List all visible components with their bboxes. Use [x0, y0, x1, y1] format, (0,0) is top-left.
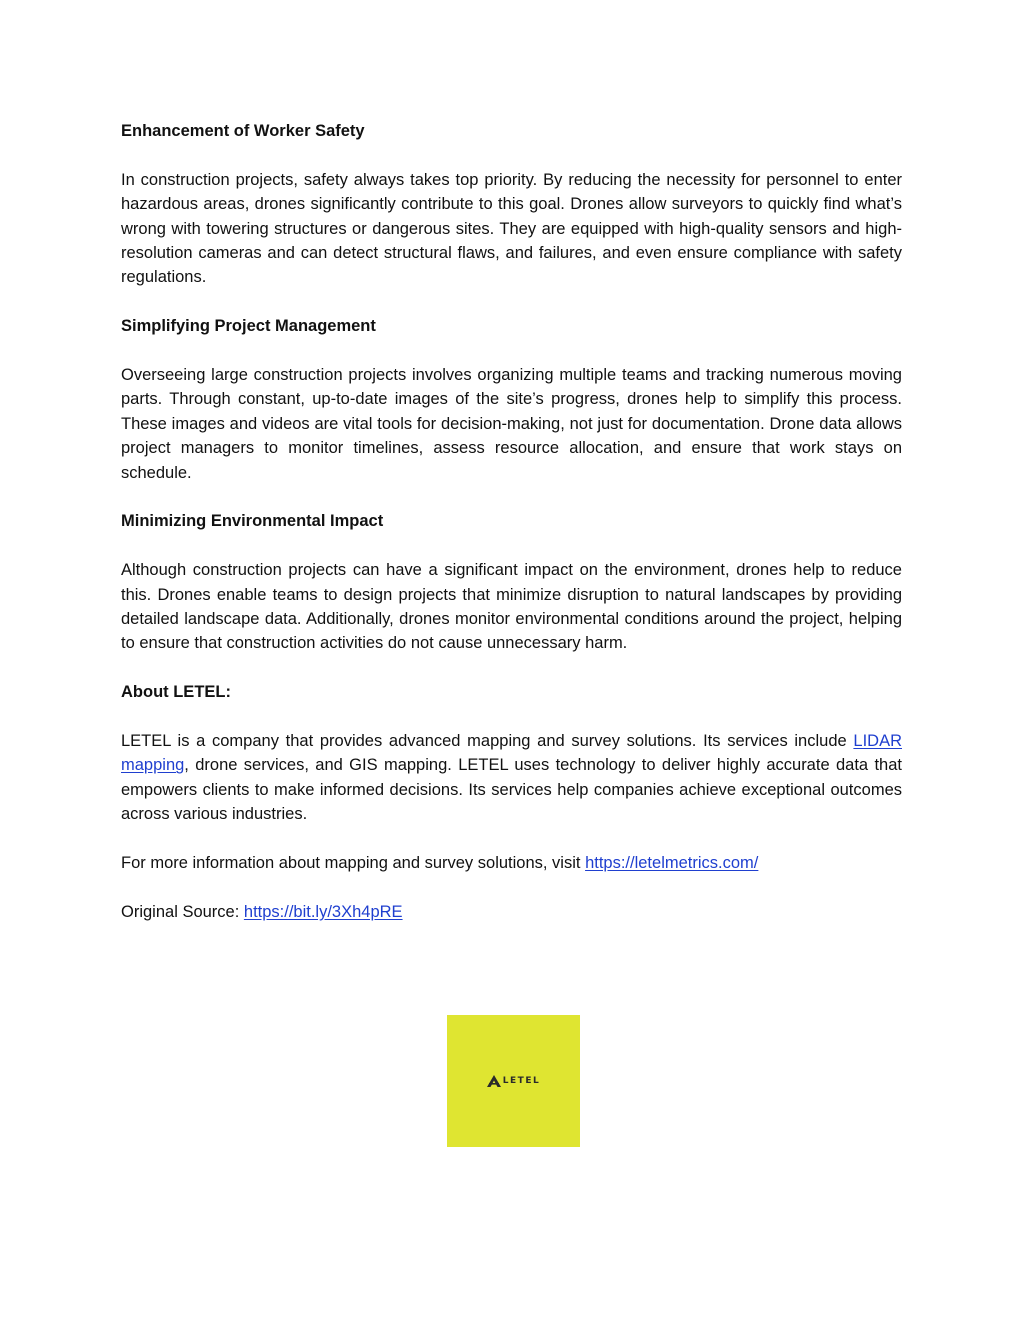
logo-content: [487, 1075, 540, 1087]
letel-logo: [447, 1015, 580, 1147]
source-label: Original Source:: [121, 902, 244, 921]
document-page: [121, 119, 902, 949]
section-body-environmental-impact: Although construction projects can have a significant impact on the environment, drones help to reduce this. Drones enable teams to design projects that minimize disruption to natural landscapes by providing detailed landscape data. Additionally, drones monitor environmental conditions around the project, helping to ensure that construction activities do not cause unnecessary harm.: [121, 561, 902, 653]
section-heading-environmental-impact: Minimizing Environmental Impact: [121, 512, 384, 531]
section-body-worker-safety: In construction projects, safety always takes top priority. By reducing the necessity for personnel to enter hazardous areas, drones significantly contribute to this goal. Drones allow surveyors to quickly find what’s wrong with towering structures or dangerous sites. They are equipped with high-quality sensors and high-resolution cameras and can detect structural flaws, and failures, and even ensure compliance with safety regulations.: [121, 170, 902, 287]
about-text-before-link: LETEL is a company that provides advanced mapping and survey solutions. Its services include: [121, 732, 854, 751]
logo-text: LETEL: [502, 1076, 541, 1086]
more-info-paragraph: [121, 851, 902, 875]
lidar-mapping-link[interactable]: LIDAR mapping: [121, 732, 902, 775]
about-paragraph: [121, 729, 902, 827]
more-info-text: For more information about mapping and survey solutions, visit: [121, 854, 586, 873]
section-heading-worker-safety: Enhancement of Worker Safety: [121, 122, 365, 140]
section-heading-project-management: Simplifying Project Management: [121, 317, 376, 336]
letelmetrics-link[interactable]: https://letelmetrics.com/: [585, 854, 759, 873]
section-body-project-management: Overseeing large construction projects involves organizing multiple teams and tracking numerous moving parts. Through constant, up-to-date images of the site’s progress, drones help to simplify this process. These images and videos are vital tools for decision-making, not just for documentation. Drone data allows project managers to monitor timelines, assess resource allocation, and ensure that work stays on schedule.: [121, 366, 902, 482]
about-heading: About LETEL:: [121, 683, 231, 702]
about-text-after-link: , drone services, and GIS mapping. LETEL uses technology to deliver highly accurate data that empowers clients to make informed decisions. Its services help companies achieve exceptional outcomes across various industries.: [121, 756, 902, 824]
letel-logo-mark-icon: [487, 1075, 501, 1087]
original-source-link[interactable]: https://bit.ly/3Xh4pRE: [243, 902, 403, 921]
source-paragraph: [121, 900, 902, 924]
